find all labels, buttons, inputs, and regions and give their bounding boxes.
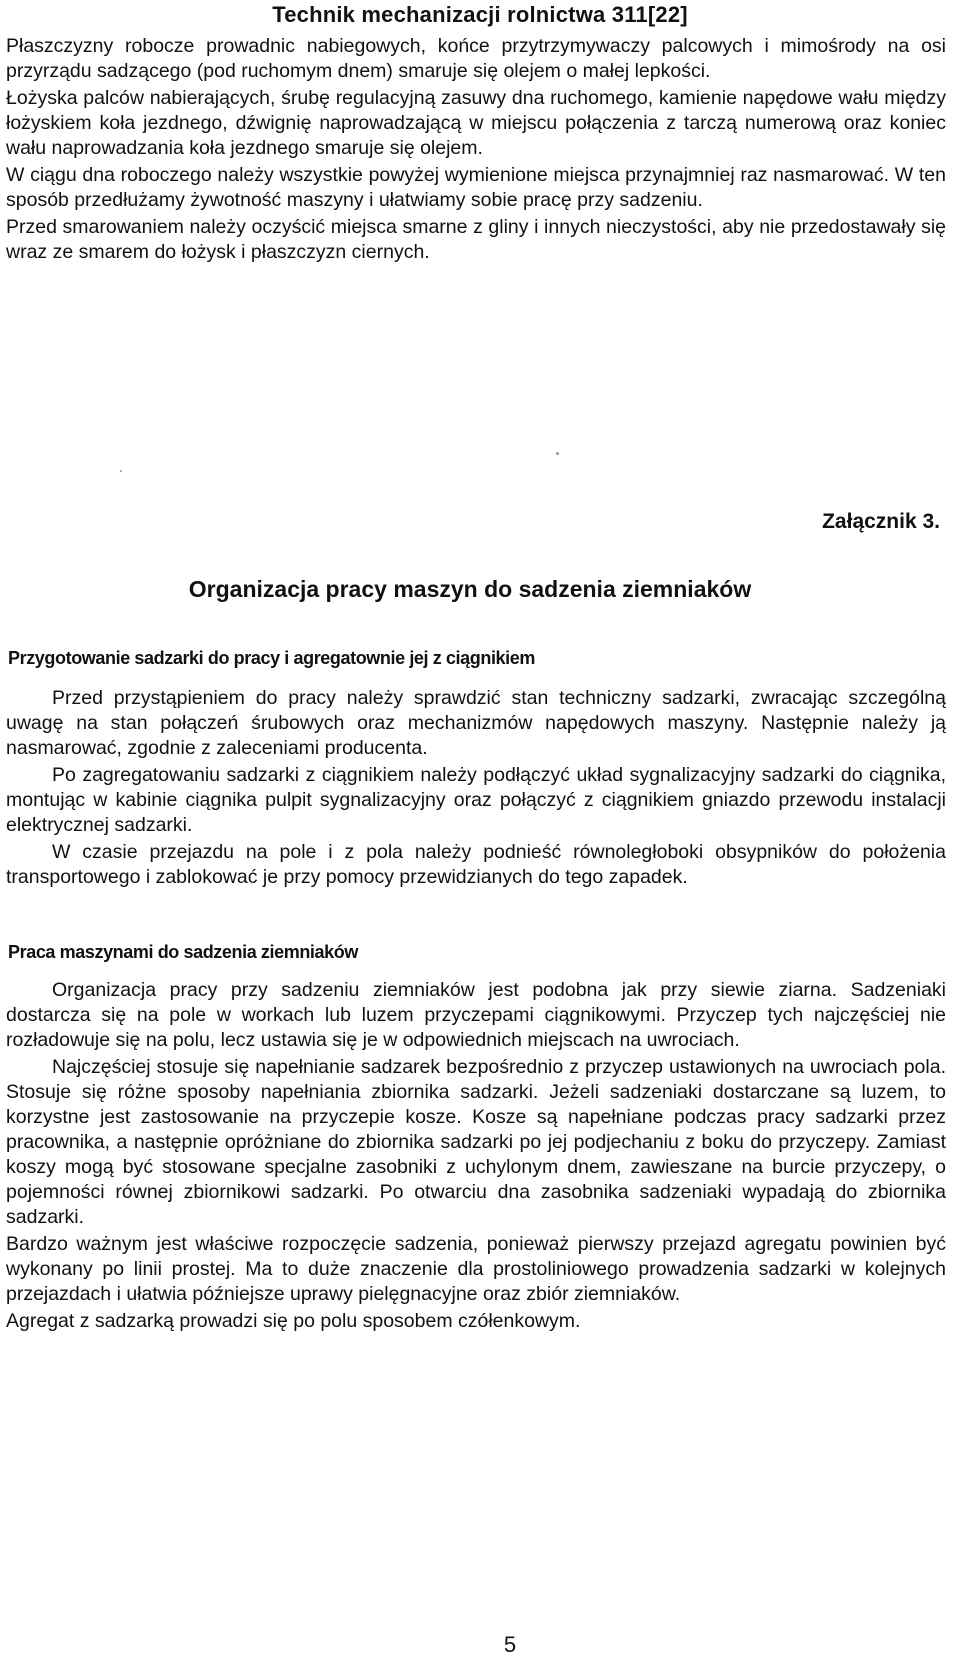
subsection-heading-preparation: Przygotowanie sadzarki do pracy i agregatownie jej z ciągnikiem — [8, 648, 535, 668]
page-number: 5 — [503, 1632, 517, 1657]
document-header-title: Technik mechanizacji rolnictwa 311[22] — [272, 2, 688, 27]
intro-text-block — [6, 34, 946, 267]
preparation-paragraph: W czasie przejazdu na pole i z pola należy podnieść równoległoboki obsypników do położenia transportowego i zablokować je przy pomocy przewidzianych do tego zapadek. — [6, 841, 946, 888]
work-paragraph: Najczęściej stosuje się napełnianie sadzarek bezpośrednio z przyczep ustawionych na uwrociach pola. Stosuje się różne sposoby napełniania zbiornika sadzarki. Jeżeli sadzeniaki dostarczane są luzem, to korzystne jest zastosowanie na przyczepie kosze. Kosze są napełniane podczas pracy sadzarki przez pracownika, a następnie opróżniane do zbiornika sadzarki po jej podjechaniu z boku do przyczepy. Zamiast koszy mogą być stosowane specjalne zasobniki z uchylonym dnem, zawieszane na burcie przyczepy, o pojemności równej zbiornikowi sadzarki. Po otwarciu dna zasobnika sadzeniaki wypadają do zbiornika sadzarki. — [6, 1056, 946, 1228]
work-paragraph: Agregat z sadzarką prowadzi się po polu sposobem czółenkowym. — [6, 1310, 581, 1332]
scan-speck — [120, 470, 122, 472]
subsection-heading-work: Praca maszynami do sadzenia ziemniaków — [8, 942, 358, 962]
work-paragraph: Bardzo ważnym jest właściwe rozpoczęcie sadzenia, ponieważ pierwszy przejazd agregatu powinien być wykonany po linii prostej. Ma to duże znaczenie dla prostoliniowego prowadzenia sadzarki w kolejnych przejazdach i ułatwia późniejsze uprawy pielęgnacyjne oraz zbiór ziemniaków. — [6, 1233, 946, 1305]
scan-speck — [556, 452, 559, 455]
section-title: Organizacja pracy maszyn do sadzenia ziemniaków — [188, 576, 752, 602]
intro-paragraph: W ciągu dna roboczego należy wszystkie powyżej wymienione miejsca przynajmniej raz nasmarować. W ten sposób przedłużamy żywotność maszyny i ułatwiamy sobie pracę przy sadzeniu. — [6, 164, 946, 211]
intro-paragraph: Łożyska palców nabierających, śrubę regulacyjną zasuwy dna ruchomego, kamienie napędowe wału między łożyskiem koła jezdnego, dźwignię naprowadzającą w miejscu połączenia z tarczą numerową oraz koniec wału naprowadzania koła jezdnego smaruje się olejem. — [6, 87, 946, 159]
attachment-label: Załącznik 3. — [822, 510, 940, 533]
preparation-text-block — [6, 686, 946, 892]
work-text-block — [6, 978, 946, 1336]
intro-paragraph: Płaszczyzny robocze prowadnic nabiegowych, końce przytrzymywaczy palcowych i mimośrody na osi przyrządu sadzącego (pod ruchomym dnem) smaruje się olejem o małej lepkości. — [6, 35, 946, 82]
work-paragraph: Organizacja pracy przy sadzeniu ziemniaków jest podobna jak przy siewie ziarna. Sadzeniaki dostarcza się na pole w workach lub luzem przyczepami ciągnikowymi. Przyczep tych najczęściej nie rozładowuje się na polu, lecz ustawia się je w odpowiednich miejscach na uwrociach. — [6, 979, 946, 1051]
preparation-paragraph: Przed przystąpieniem do pracy należy sprawdzić stan techniczny sadzarki, zwracając szczególną uwagę na stan połączeń śrubowych oraz mechanizmów napędowych maszyny. Następnie należy ją nasmarować, zgodnie z zaleceniami producenta. — [6, 687, 946, 759]
preparation-paragraph: Po zagregatowaniu sadzarki z ciągnikiem należy podłączyć układ sygnalizacyjny sadzarki do ciągnika, montując w kabinie ciągnika pulpit sygnalizacyjny oraz połączyć z ciągnikiem gniazdo przewodu instalacji elektrycznej sadzarki. — [6, 764, 946, 836]
intro-paragraph: Przed smarowaniem należy oczyścić miejsca smarne z gliny i innych nieczystości, aby nie przedostawały się wraz ze smarem do łożysk i płaszczyzn ciernych. — [6, 216, 946, 263]
